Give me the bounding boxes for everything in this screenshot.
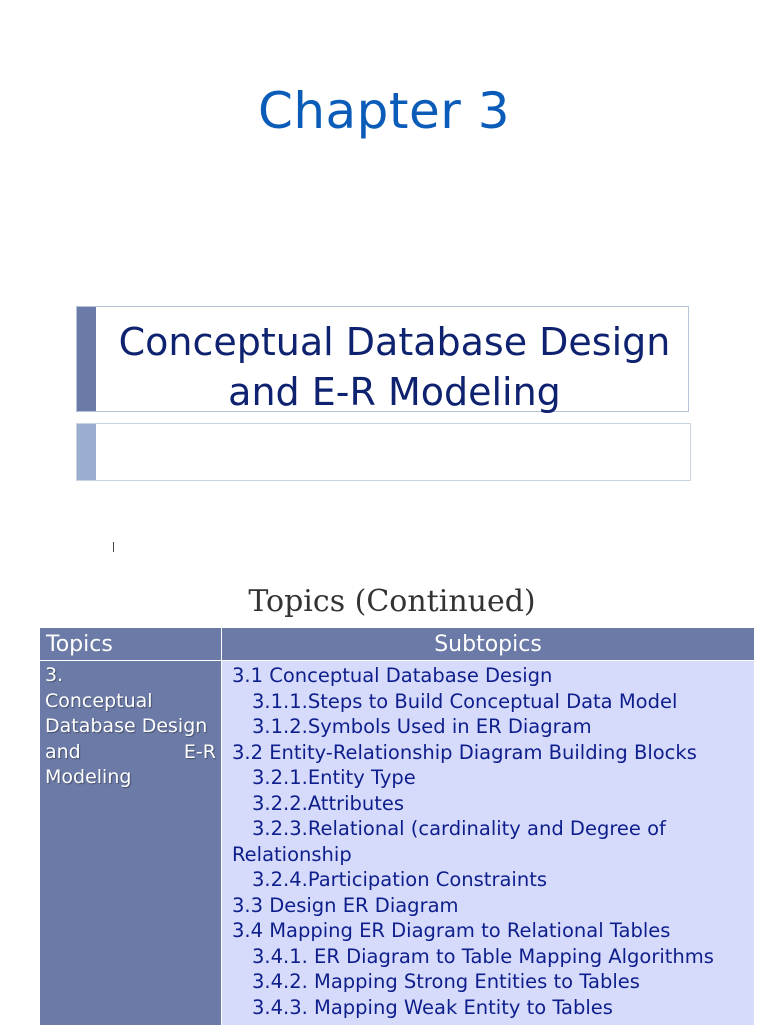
subtitle-box — [76, 423, 691, 481]
topic-line: Modeling — [45, 766, 132, 788]
subtopic-item: 3.4.3. Mapping Weak Entity to Tables — [252, 995, 613, 1019]
subtopic-item: 3.2.4.Participation Constraints — [252, 868, 548, 891]
subtopic-item: 3.2.3.Relational (cardinality and Degree of — [252, 817, 666, 840]
table-row — [40, 661, 755, 1026]
title-accent-bar — [77, 307, 96, 411]
subtopic-item: 3.1.1.Steps to Build Conceptual Data Model — [252, 689, 678, 713]
topic-cell — [40, 661, 222, 1026]
header-subtopics: Subtopics — [222, 628, 755, 661]
subtopic-item: 3.1 Conceptual Database Design — [232, 664, 553, 687]
subtopic-item: 3.2.1.Entity Type — [252, 766, 416, 789]
slide-title-line-2: and E-R Modeling — [228, 370, 561, 414]
text-cursor — [113, 542, 114, 552]
topic-number: 3. — [45, 664, 64, 686]
slide-title-line-1: Conceptual Database Design — [118, 320, 671, 364]
topic-line: and E-R — [45, 740, 216, 763]
topics-slide-title: Topics (Continued) — [248, 584, 536, 619]
slide-title-box — [76, 306, 689, 412]
topics-table — [39, 627, 755, 1026]
subtopic-item: 3.2 Entity-Relationship Diagram Building Blocks — [232, 740, 697, 764]
subtopic-item: Relationship — [232, 842, 352, 866]
subtopic-item: 3.4.1. ER Diagram to Table Mapping Algorithms — [252, 944, 714, 968]
subtopic-item: 3.2.2.Attributes — [252, 791, 405, 815]
subtopics-cell — [222, 661, 755, 1026]
subtopic-item: 3.3 Design ER Diagram — [232, 893, 459, 917]
subtopic-item: 3.1.2.Symbols Used in ER Diagram — [252, 715, 592, 738]
chapter-title: Chapter 3 — [257, 82, 511, 140]
topic-line: Conceptual — [45, 689, 153, 712]
table-header-row — [40, 628, 755, 661]
subtitle-accent-bar — [77, 424, 96, 480]
header-topics: Topics — [40, 628, 222, 661]
subtopic-item: 3.4.2. Mapping Strong Entities to Tables — [252, 970, 640, 993]
slide-title — [107, 317, 682, 417]
subtopic-item: 3.4 Mapping ER Diagram to Relational Tables — [232, 919, 671, 942]
topic-line: Database Design — [45, 715, 208, 737]
